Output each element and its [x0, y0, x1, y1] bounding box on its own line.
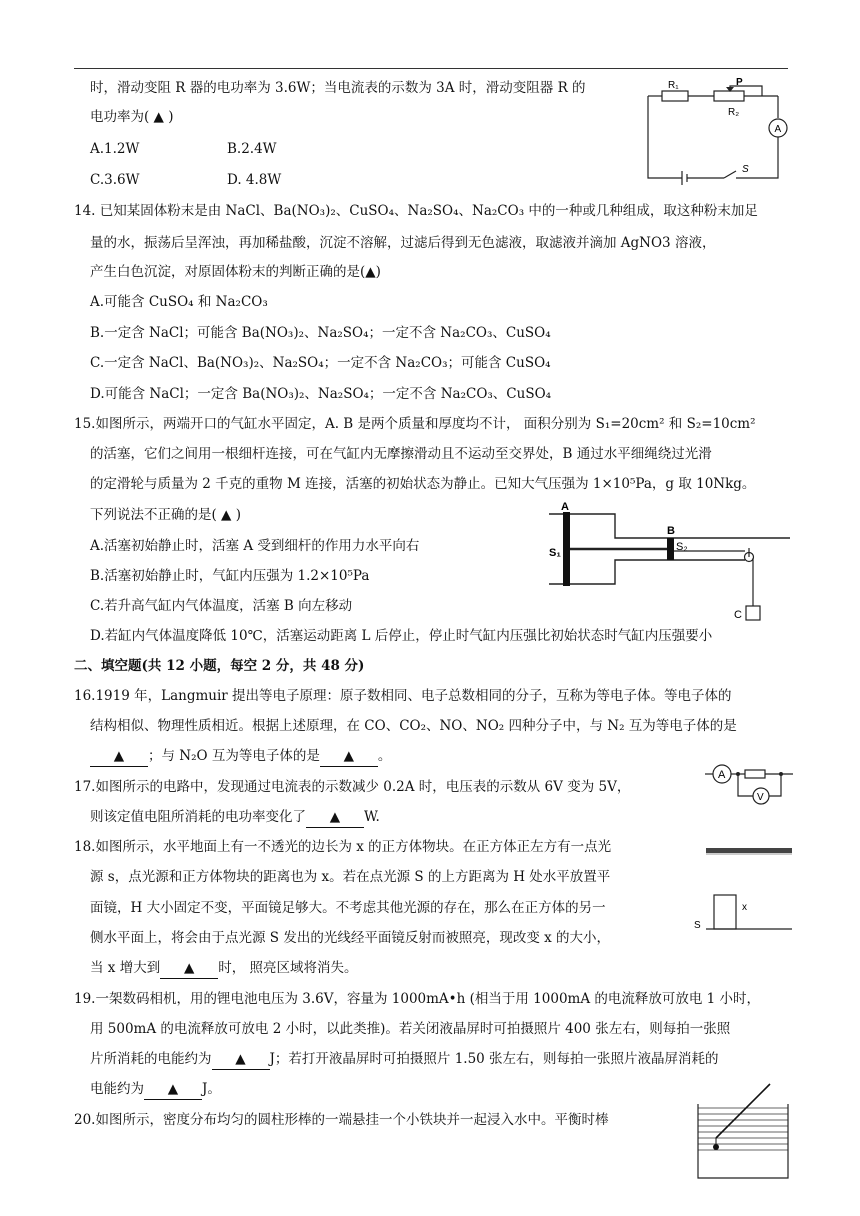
- q13-option-b: B.2.4W: [227, 141, 277, 157]
- q15-option-a: A.活塞初始静止时，活塞 A 受到细杆的作用力水平向右: [90, 538, 420, 554]
- q13-circuit-figure: [640, 78, 800, 190]
- label-r2: R₂: [728, 107, 740, 118]
- mirror-icon: [706, 848, 792, 853]
- label-x: x: [742, 902, 747, 913]
- label-switch: S: [742, 164, 749, 175]
- label-p: P: [736, 77, 743, 88]
- switch-icon: [724, 171, 736, 178]
- q19-blank-2[interactable]: ▲: [144, 1079, 202, 1100]
- label-ammeter: A: [774, 124, 782, 135]
- q15-line-1: 15.如图所示，两端开口的气缸水平固定，A. B 是两个质量和厚度均不计， 面积分别为 S₁=20cm² 和 S₂=10cm²: [74, 416, 756, 432]
- weight-c-icon: [746, 606, 760, 620]
- q14-option-a: A.可能含 CuSO₄ 和 Na₂CO₃: [90, 294, 268, 310]
- piston-a-icon: [563, 512, 570, 586]
- cube-icon: [714, 895, 736, 929]
- header-rule: [74, 68, 788, 69]
- water-tank-icon: [698, 1104, 788, 1178]
- q20-line-1: 20.如图所示，密度分布均匀的圆柱形棒的一端悬挂一个小铁块并一起浸入水中。平衡时棒: [74, 1112, 609, 1128]
- q14-line-3: 产生白色沉淀，对原固体粉末的判断正确的是(▲): [90, 264, 381, 280]
- q14-line-2: 量的水，振荡后呈浑浊，再加稀盐酸，沉淀不溶解，过滤后得到无色滤液，取滤液并滴加 AgNO3 溶液，: [90, 235, 716, 251]
- q14-option-b: B.一定含 NaCl；可能含 Ba(NO₃)₂、Na₂SO₄；一定不含 Na₂CO₃、CuSO₄: [90, 325, 551, 341]
- label-s: S: [694, 920, 701, 931]
- q13-line-2: 电功率为( ▲ ): [90, 109, 174, 125]
- resistor-r1-icon: [662, 91, 688, 101]
- piston-b-icon: [667, 538, 674, 560]
- q19-blank-1[interactable]: ▲: [212, 1049, 270, 1070]
- q13-line-1: 时，滑动变阻 R 器的电功率为 3.6W；当电流表的示数为 3A 时，滑动变阻器 R 的: [90, 80, 586, 96]
- q14-option-c: C.一定含 NaCl、Ba(NO₃)₂、Na₂SO₄；一定不含 Na₂CO₃；可能含 CuSO₄: [90, 355, 551, 371]
- q13-option-d: D. 4.8W: [227, 172, 282, 188]
- rheostat-r2-icon: [714, 91, 744, 101]
- q17-line-1: 17.如图所示的电路中，发现通过电流表的示数减少 0.2A 时，电压表的示数从 6V 变为 5V，: [74, 779, 631, 795]
- section-2-title: 二、填空题(共 12 小题，每空 2 分，共 48 分): [74, 658, 365, 674]
- q15-line-4: 下列说法不正确的是( ▲ ): [90, 507, 241, 523]
- q15-option-c: C.若升高气缸内气体温度，活塞 B 向左移动: [90, 598, 353, 614]
- resistor-icon: [745, 770, 765, 778]
- label-a: A: [561, 501, 569, 513]
- label-voltmeter: V: [757, 792, 764, 803]
- q16-blank-1[interactable]: ▲: [90, 746, 148, 767]
- q13-option-a: A.1.2W: [90, 141, 140, 157]
- q19-line-2: 用 500mA 的电流释放可放电 2 小时，以此类推)。若关闭液晶屏时可拍摄照片 400 张左右，则每拍一张照: [90, 1021, 731, 1037]
- label-s2: S₂: [676, 541, 688, 553]
- q18-line-3: 面镜，H 大小固定不变，平面镜足够大。不考虑其他光源的存在，那么在正方体的另一: [90, 900, 606, 916]
- q16-line-2: 结构相似、物理性质相近。根据上述原理，在 CO、CO₂、NO、NO₂ 四种分子中，与 N₂ 互为等电子体的是: [90, 718, 737, 734]
- q13-option-c: C.3.6W: [90, 172, 140, 188]
- q19-line-1: 19.一架数码相机，用的锂电池电压为 3.6V，容量为 1000mA•h (相当于用 1000mA 的电流释放可放电 1 小时，: [74, 991, 761, 1007]
- q17-circuit-figure: [703, 760, 795, 810]
- label-r1: R₁: [668, 80, 679, 91]
- q18-blank[interactable]: ▲: [160, 958, 218, 979]
- q20-rod-figure: [694, 1078, 794, 1182]
- q14-line-1: 14. 已知某固体粉末是由 NaCl、Ba(NO₃)₂、CuSO₄、Na₂SO₄、Na₂CO₃ 中的一种或几种组成，取这种粉末加足: [74, 203, 758, 219]
- q15-option-b: B.活塞初始静止时，气缸内压强为 1.2×10⁵Pa: [90, 568, 370, 584]
- q14-option-d: D.可能含 NaCl；一定含 Ba(NO₃)₂、Na₂SO₄；一定不含 Na₂CO₃、CuSO₄: [90, 386, 552, 402]
- q19-line-4: 电能约为 ▲ J。: [90, 1079, 221, 1100]
- q18-mirror-figure: [694, 840, 796, 940]
- q18-line-4: 侧水平面上，将会由于点光源 S 发出的光线经平面镜反射而被照亮，现改变 x 的大小，: [90, 930, 611, 946]
- q17-blank[interactable]: ▲: [306, 807, 364, 828]
- q16-blank-2[interactable]: ▲: [320, 746, 378, 767]
- q18-line-1: 18.如图所示，水平地面上有一不透光的边长为 x 的正方体物块。在正方体正左方有一点光: [74, 839, 612, 855]
- q15-line-2: 的活塞，它们之间用一根细杆连接，可在气缸内无摩擦滑动且不运动至交界处，B 通过水平细绳绕过光滑: [90, 446, 712, 462]
- q15-option-d: D.若缸内气体温度降低 10℃，活塞运动距离 L 后停止，停止时气缸内压强比初始状态时气缸内压强要小: [90, 628, 713, 644]
- q18-line-5: 当 x 增大到 ▲ 时， 照亮区域将消失。: [90, 958, 358, 979]
- q19-line-3: 片所消耗的电能约为 ▲ J；若打开液晶屏时可拍摄照片 1.50 张左右，则每拍一张照片液晶屏消耗的: [90, 1049, 719, 1070]
- iron-block-icon: [713, 1144, 719, 1150]
- label-ammeter: A: [718, 769, 726, 781]
- q18-line-2: 源 s，点光源和正方体物块的距离也为 x。若在点光源 S 的上方距离为 H 处水平放置平: [90, 869, 611, 885]
- label-s1: S₁: [549, 547, 561, 559]
- rod-icon: [716, 1084, 770, 1138]
- label-b: B: [667, 525, 675, 537]
- q15-line-3: 的定滑轮与质量为 2 千克的重物 M 连接，活塞的初始状态为静止。已知大气压强为 1×10⁵Pa，g 取 10Nkg。: [90, 476, 756, 492]
- label-c: C: [734, 609, 742, 621]
- q16-line-1: 16.1919 年，Langmuir 提出等电子原理：原子数相同、电子总数相同的分子，互称为等电子体。等电子体的: [74, 688, 732, 704]
- q16-line-3: ▲ ；与 N₂O 互为等电子体的是 ▲ 。: [90, 746, 391, 767]
- q15-cylinder-figure: [545, 502, 795, 622]
- q17-line-2: 则该定值电阻所消耗的电功率变化了 ▲ W.: [90, 807, 380, 828]
